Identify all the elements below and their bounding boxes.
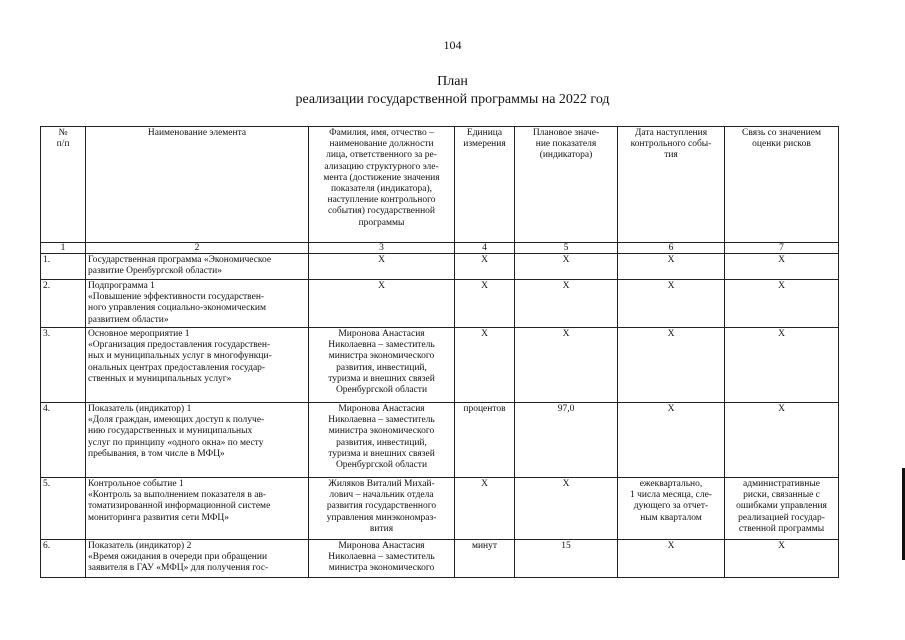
responsible-person: Миронова Анастасия Николаевна – заместитель министра экономического развития, инвестиций, туризма и внешних связей Оренбургской области xyxy=(309,403,455,478)
unit-of-measure: X xyxy=(455,280,515,328)
column-number: 2 xyxy=(86,243,309,254)
row-number: 4. xyxy=(41,403,86,478)
column-number-row xyxy=(41,243,839,254)
column-number: 4 xyxy=(455,243,515,254)
control-date: X xyxy=(618,280,725,328)
table-row xyxy=(41,403,839,478)
planned-value: 15 xyxy=(515,540,618,578)
header-cell-risk: Связь со значением оценки рисков xyxy=(725,127,839,243)
control-date: X xyxy=(618,254,725,280)
responsible-person: Жиляков Виталий Михай- лович – начальник отдела развития государственного управления минэкономраз- вития xyxy=(309,478,455,540)
responsible-person: Миронова Анастасия Николаевна – заместитель министра экономического xyxy=(309,540,455,578)
column-number: 1 xyxy=(41,243,86,254)
control-date: X xyxy=(618,540,725,578)
row-number: 2. xyxy=(41,280,86,328)
column-number: 5 xyxy=(515,243,618,254)
control-date: X xyxy=(618,403,725,478)
header-cell-num: № п/п xyxy=(41,127,86,243)
risk-link: X xyxy=(725,280,839,328)
risk-link: X xyxy=(725,540,839,578)
planned-value: X xyxy=(515,254,618,280)
table-row xyxy=(41,540,839,578)
row-number: 5. xyxy=(41,478,86,540)
element-name: Подпрограмма 1 «Повышение эффективности государствен- ного управления социально-экономическим развитием области» xyxy=(86,280,309,328)
risk-link: X xyxy=(725,403,839,478)
header-cell-date: Дата наступления контрольного собы- тия xyxy=(618,127,725,243)
responsible-person: X xyxy=(309,254,455,280)
element-name: Государственная программа «Экономическое развитие Оренбургской области» xyxy=(86,254,309,280)
header-cell-element: Наименование элемента xyxy=(86,127,309,243)
header-cell-unit: Единица измерения xyxy=(455,127,515,243)
control-date: ежеквартально, 1 числа месяца, сле- дующего за отчет- ным кварталом xyxy=(618,478,725,540)
planned-value: X xyxy=(515,328,618,403)
element-name: Основное мероприятие 1 «Организация предоставления государствен- ных и муниципальных услуг в многофункци- ональных центрах предоставления государ- ственных и муниципальных услуг» xyxy=(86,328,309,403)
control-date: X xyxy=(618,328,725,403)
planned-value: 97,0 xyxy=(515,403,618,478)
row-number: 3. xyxy=(41,328,86,403)
title-line-2: реализации государственной программы на 2022 год xyxy=(295,92,610,107)
planned-value: X xyxy=(515,280,618,328)
document-title xyxy=(0,73,905,109)
column-number: 3 xyxy=(309,243,455,254)
row-number: 1. xyxy=(41,254,86,280)
unit-of-measure: процентов xyxy=(455,403,515,478)
responsible-person: X xyxy=(309,280,455,328)
header-cell-value: Плановое значе- ние показателя (индикатора) xyxy=(515,127,618,243)
column-number: 6 xyxy=(618,243,725,254)
title-line-1: План xyxy=(437,74,468,89)
table-row xyxy=(41,254,839,280)
page-number: 104 xyxy=(443,38,462,52)
table-row xyxy=(41,328,839,403)
risk-link: X xyxy=(725,254,839,280)
element-name: Показатель (индикатор) 1 «Доля граждан, имеющих доступ к получе- нию государственных и муниципальных услуг по принципу «одного окна» по месту пребывания, в том числе в МФЦ» xyxy=(86,403,309,478)
unit-of-measure: X xyxy=(455,254,515,280)
header-row xyxy=(41,127,839,243)
risk-link: X xyxy=(725,328,839,403)
planned-value: X xyxy=(515,478,618,540)
unit-of-measure: минут xyxy=(455,540,515,578)
column-number: 7 xyxy=(725,243,839,254)
responsible-person: Миронова Анастасия Николаевна – заместитель министра экономического развития, инвестиций, туризма и внешних связей Оренбургской области xyxy=(309,328,455,403)
element-name: Показатель (индикатор) 2 «Время ожидания в очереди при обращении заявителя в ГАУ «МФЦ» для получения гос- xyxy=(86,540,309,578)
risk-link: административные риски, связанные с ошибками управления реализацией государ- ственной программы xyxy=(725,478,839,540)
plan-table xyxy=(40,126,839,578)
row-number: 6. xyxy=(41,540,86,578)
table-row xyxy=(41,478,839,540)
table-row xyxy=(41,280,839,328)
unit-of-measure: X xyxy=(455,328,515,403)
unit-of-measure: X xyxy=(455,478,515,540)
element-name: Контрольное событие 1 «Контроль за выполнением показателя в ав- томатизированной информационной системе мониторинга развития сети МФЦ» xyxy=(86,478,309,540)
header-cell-person: Фамилия, имя, отчество – наименование должности лица, ответственного за ре- ализацию структурного эле- мента (достижение значения показателя (индикатора), наступление контрольного события) государственной программы xyxy=(309,127,455,243)
